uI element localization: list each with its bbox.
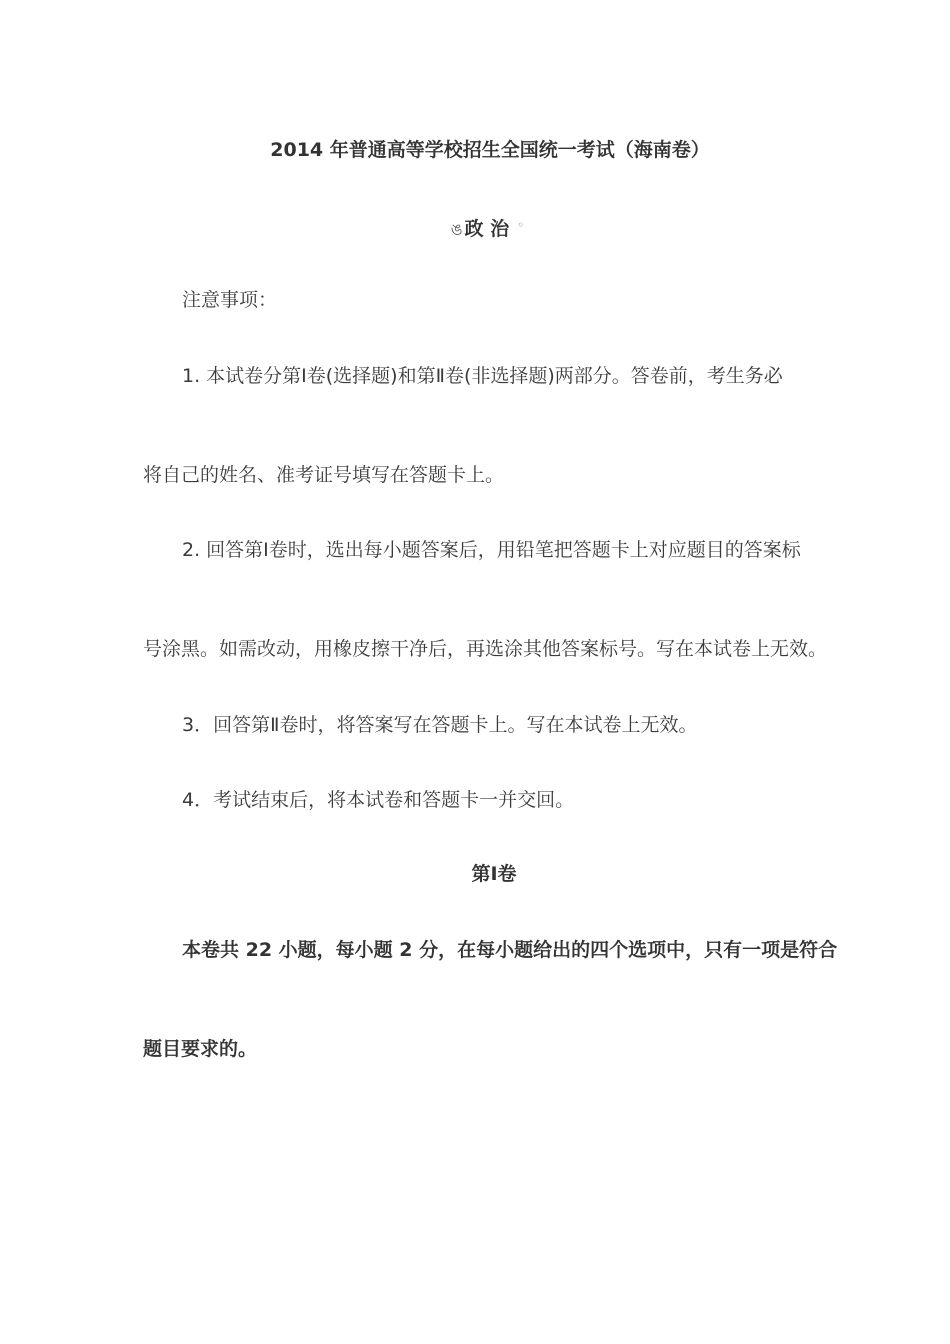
section-intro-line-1: 本卷共 22 小题，每小题 2 分，在每小题给出的四个选项中，只有一项是符合 xyxy=(182,939,838,961)
notice-heading: 注意事项： xyxy=(182,289,278,311)
section-intro-line-2: 题目要求的。 xyxy=(143,1038,258,1060)
notice-item-2-line-1: 2. 回答第Ⅰ卷时，选出每小题答案后，用铅笔把答题卡上对应题目的答案标 xyxy=(182,539,801,561)
section-title: 第Ⅰ卷 xyxy=(471,863,517,885)
notice-item-4: 4．考试结束后，将本试卷和答题卡一并交回。 xyxy=(182,789,575,811)
degree-mark: ◦ xyxy=(517,218,525,232)
notice-item-1-line-1: 1. 本试卷分第Ⅰ卷(选择题)和第Ⅱ卷(非选择题)两部分。答卷前，考生务必 xyxy=(182,365,783,387)
exam-title: 2014 年普通高等学校招生全国统一考试（海南卷） xyxy=(270,139,710,161)
notice-item-1-line-2: 将自己的姓名、准考证号填写在答题卡上。 xyxy=(143,464,505,486)
subject-label: 政 治 xyxy=(464,218,510,240)
subject-heading xyxy=(0,213,950,242)
notice-item-3: 3．回答第Ⅱ卷时，将答案写在答题卡上。写在本试卷上无效。 xyxy=(182,714,698,736)
ornament-icon: ঙ xyxy=(450,220,463,239)
notice-item-2-line-2: 号涂黑。如需改动，用橡皮擦干净后，再选涂其他答案标号。写在本试卷上无效。 xyxy=(143,638,828,660)
